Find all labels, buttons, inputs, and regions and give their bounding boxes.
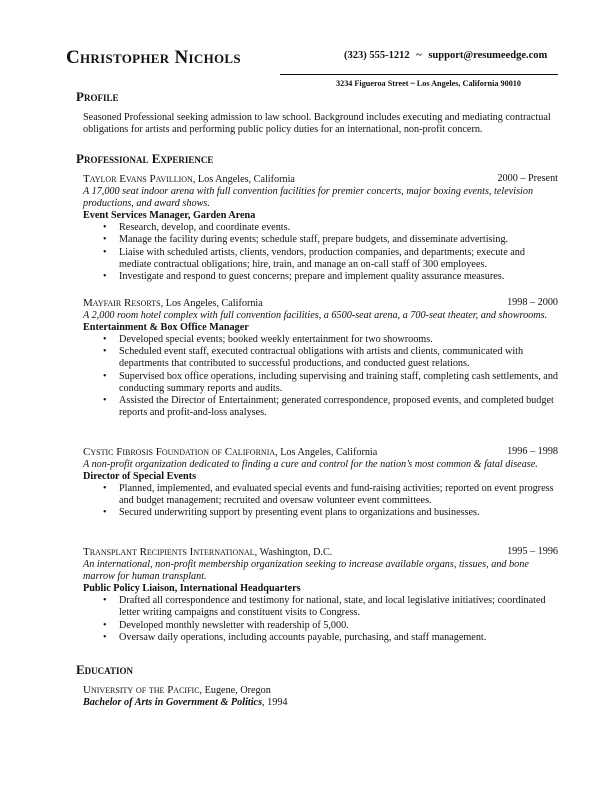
job-title: Public Policy Liaison, International Headquarters <box>83 582 301 594</box>
employer-description: A 17,000 seat indoor arena with full convention facilities for premier concerts, major boxing events, television productions, and award shows. <box>83 185 534 209</box>
education-heading: Education <box>76 662 134 677</box>
experience-heading: Professional Experience <box>76 151 214 166</box>
bullet-icon: • <box>103 234 107 246</box>
candidate-name: Christopher Nichols <box>66 47 241 68</box>
duty-text: Scheduled event staff, executed contractual obligations with artists and clients, communicated with departments that contributed to successful productions, and conducted guest relations. <box>119 346 524 370</box>
job-dates: 1998 – 2000 <box>507 297 558 308</box>
mailing-address: 3234 Figueroa Street ~ Los Angeles, California 90010 <box>336 79 521 88</box>
bullet-icon: • <box>103 222 107 234</box>
duty-text: Developed monthly newsletter with readership of 5,000. <box>119 619 349 631</box>
education-section <box>83 684 558 709</box>
job-entry <box>83 546 558 644</box>
bullet-icon: • <box>103 631 107 643</box>
bullet-icon: • <box>103 394 107 406</box>
duty-item <box>83 620 558 632</box>
employer-name: Taylor Evans Pavillion <box>83 173 193 185</box>
duty-item <box>83 507 558 519</box>
duty-item <box>83 346 558 370</box>
duties-list <box>83 483 558 520</box>
employer-description: An international, non-profit membership organization seeking to increase available organs, tissues, and bone marrow for human transplant. <box>83 558 529 582</box>
header-rule <box>280 74 558 75</box>
duty-item <box>83 247 558 271</box>
duty-item <box>83 595 558 619</box>
duty-item <box>83 632 558 644</box>
job-dates: 1996 – 1998 <box>507 446 558 457</box>
bullet-icon: • <box>103 346 107 358</box>
job-header <box>83 297 558 310</box>
job-header <box>83 546 558 559</box>
profile-text: Seasoned Professional seeking admission to law school. Background includes executing and mediating contractual obligations for artists and performing public policy duties for an international, non-profit concern. <box>83 112 551 136</box>
duty-item <box>83 395 558 419</box>
degree-year: , 1994 <box>262 697 288 709</box>
duty-text: Supervised box office operations, including supervising and training staff, completing cash settlements, and conducting summary reports and audits. <box>119 370 559 394</box>
duty-item <box>83 334 558 346</box>
school-line <box>83 684 558 697</box>
duties-list <box>83 595 558 644</box>
duties-list <box>83 222 558 283</box>
job-entry <box>83 446 558 520</box>
job-entry <box>83 173 558 283</box>
email-address[interactable]: support@resumeedge.com <box>428 50 548 61</box>
job-title: Event Services Manager, Garden Arena <box>83 209 256 221</box>
contact-separator: ~ <box>416 50 422 61</box>
degree-name: Bachelor of Arts in Government & Politics <box>83 697 263 709</box>
job-header <box>83 173 558 186</box>
bullet-icon: • <box>103 246 107 258</box>
degree-line <box>83 697 558 709</box>
job-header <box>83 446 558 459</box>
employer-name: Mayfair Resorts <box>83 297 161 309</box>
bullet-icon: • <box>103 595 107 607</box>
employer-location: , Los Angeles, California <box>275 447 378 458</box>
bullet-icon: • <box>103 370 107 382</box>
duty-text: Oversaw daily operations, including accounts payable, purchasing, and staff management. <box>119 631 487 643</box>
duty-text: Assisted the Director of Entertainment; generated correspondence, proposed events, and completed budget reports and profit-and-loss analyses. <box>119 394 554 419</box>
employer-description: A 2,000 room hotel complex with full convention facilities, a 6500-seat arena, a 700-seat theater, and showrooms. <box>83 309 548 321</box>
job-dates: 1995 – 1996 <box>507 546 558 557</box>
job-title: Entertainment & Box Office Manager <box>83 321 249 333</box>
duty-item <box>83 222 558 234</box>
employer-description: A non-profit organization dedicated to finding a cure and control for the nation’s most common & fatal disease. <box>83 458 538 470</box>
duty-item <box>83 371 558 395</box>
bullet-icon: • <box>103 482 107 494</box>
duty-item <box>83 234 558 246</box>
employer-location: , Washington, D.C. <box>254 547 333 558</box>
employer-location: , Los Angeles, California <box>192 174 295 185</box>
duties-list <box>83 334 558 419</box>
duty-text: Planned, implemented, and evaluated special events and fund-raising activities; reported on event progress and budget management; recruited and oversaw volunteer event committees. <box>119 482 554 507</box>
profile-section <box>83 112 558 136</box>
employer-name: Transplant Recipients International <box>83 546 255 558</box>
phone-number: (323) 555-1212 <box>344 50 410 61</box>
duty-item <box>83 271 558 283</box>
school-name: University of the Pacific <box>83 684 200 696</box>
job-title: Director of Special Events <box>83 470 197 482</box>
duty-text: Secured underwriting support by presenting event plans to organizations and businesses. <box>119 507 480 519</box>
bullet-icon: • <box>103 270 107 282</box>
profile-heading: Profile <box>76 89 119 104</box>
duty-text: Liaise with scheduled artists, clients, vendors, production companies, and departments; execute and mediate contractual obligations; hire, train, and manage an on-call staff of 300 employees. <box>119 246 525 270</box>
bullet-icon: • <box>103 619 107 631</box>
job-entry <box>83 297 558 419</box>
duty-text: Manage the facility during events; schedule staff, prepare budgets, and disseminate advertising. <box>119 234 509 246</box>
job-dates: 2000 – Present <box>497 173 558 184</box>
bullet-icon: • <box>103 507 107 519</box>
duty-text: Drafted all correspondence and testimony for national, state, and local legislative initiatives; coordinated letter writing campaigns and constituent visits to Congress. <box>119 595 546 619</box>
school-location: , Eugene, Oregon <box>199 685 271 696</box>
contact-line <box>344 50 547 62</box>
bullet-icon: • <box>103 333 107 345</box>
duty-item <box>83 483 558 507</box>
duty-text: Developed special events; booked weekly entertainment for two showrooms. <box>119 333 433 345</box>
duty-text: Research, develop, and coordinate events. <box>119 222 291 234</box>
employer-location: , Los Angeles, California <box>160 298 263 309</box>
duty-text: Investigate and respond to guest concerns; prepare and implement quality assurance measures. <box>119 270 505 282</box>
employer-name: Cystic Fibrosis Foundation of California <box>83 446 276 458</box>
